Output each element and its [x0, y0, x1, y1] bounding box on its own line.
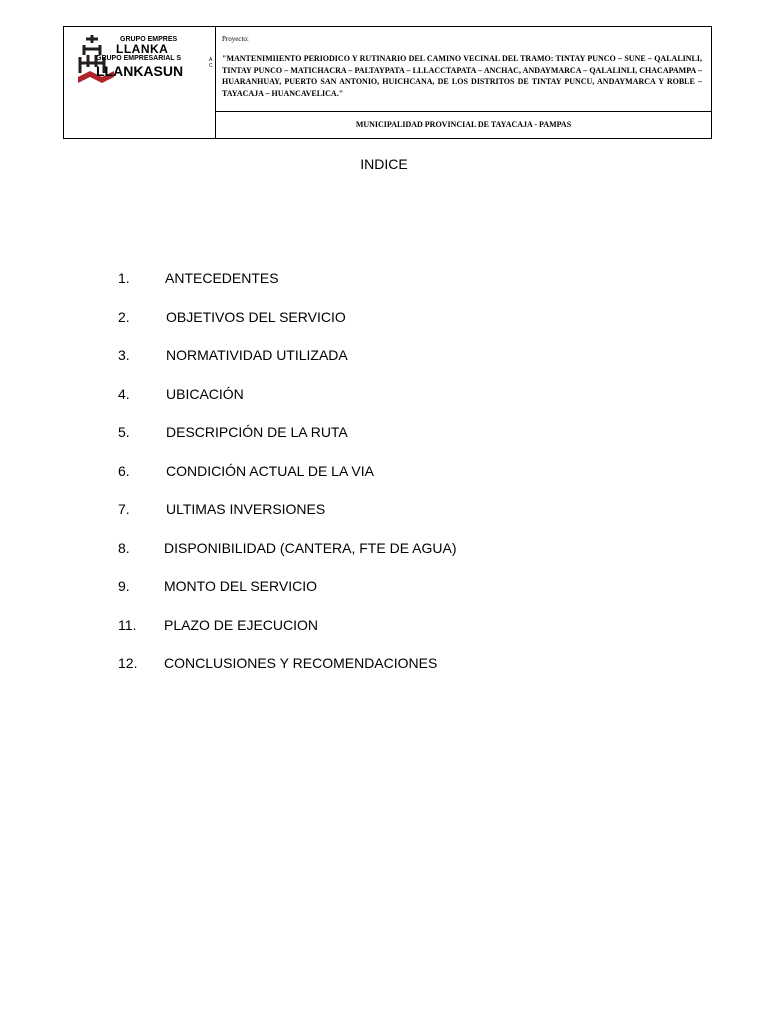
toc-number: 9. — [118, 578, 130, 594]
toc-number: 4. — [118, 386, 130, 402]
toc-label: OBJETIVOS DEL SERVICIO — [166, 309, 346, 325]
toc-label: ANTECEDENTES — [165, 270, 279, 286]
toc-number: 11. — [118, 617, 137, 633]
company-logo — [78, 33, 216, 85]
toc-label: DISPONIBILIDAD (CANTERA, FTE DE AGUA) — [164, 540, 457, 556]
toc-label: CONCLUSIONES Y RECOMENDACIONES — [164, 655, 438, 671]
toc-number: 2. — [118, 309, 130, 325]
toc-number: 12. — [118, 655, 138, 671]
toc-label: NORMATIVIDAD UTILIZADA — [166, 347, 348, 363]
page-title: INDICE — [360, 156, 408, 172]
logo-text-group: GRUPO EMPRES — [120, 36, 178, 43]
logo-text-brand-full: LLANKASUN — [96, 63, 184, 79]
logo-cell — [64, 27, 216, 138]
toc-label: MONTO DEL SERVICIO — [164, 578, 317, 594]
toc-number: 8. — [118, 540, 130, 556]
document-header — [63, 26, 712, 139]
logo-text-sac: A C — [209, 57, 213, 69]
project-label: Proyecto: — [222, 35, 249, 43]
project-title: "MANTENIMIIENTO PERIODICO Y RUTINARIO DEL CAMINO VECINAL DEL TRAMO: TINTAY PUNCO – SUNE – QALALINLI, TINTAY PUNCO – MATICHACRA – PALTAYPATA – LLLACCTAPATA – ANCHAC, ANDAYMARCA – QALALINLI, CHACAPAMPA – HUARANHUAY, PUERTO SAN ANTONIO, HUICHCANA, DE LOS DISTRITOS DE TINTAY PUNCU, ANDAYMARCA Y ROBLE – TAYACAJA – HUANCAVELICA." — [222, 54, 702, 98]
toc-label: PLAZO DE EJECUCION — [164, 617, 319, 633]
toc-label: ULTIMAS INVERSIONES — [166, 501, 326, 517]
logo-text-group-full: GRUPO EMPRESARIAL S — [96, 55, 182, 62]
toc-label: CONDICIÓN ACTUAL DE LA VIA — [166, 463, 374, 479]
toc-label: UBICACIÓN — [166, 386, 244, 402]
logo-text-brand: LLANKA — [116, 42, 169, 56]
toc-number: 5. — [118, 424, 130, 440]
municipality-name: MUNICIPALIDAD PROVINCIAL DE TAYACAJA - PAMPAS — [355, 120, 572, 129]
toc-number: 1. — [118, 270, 130, 286]
toc-label: DESCRIPCIÓN DE LA RUTA — [166, 424, 348, 440]
toc-number: 3. — [118, 347, 130, 363]
toc-number: 7. — [118, 501, 130, 517]
toc-number: 6. — [118, 463, 130, 479]
project-cell — [216, 27, 711, 112]
